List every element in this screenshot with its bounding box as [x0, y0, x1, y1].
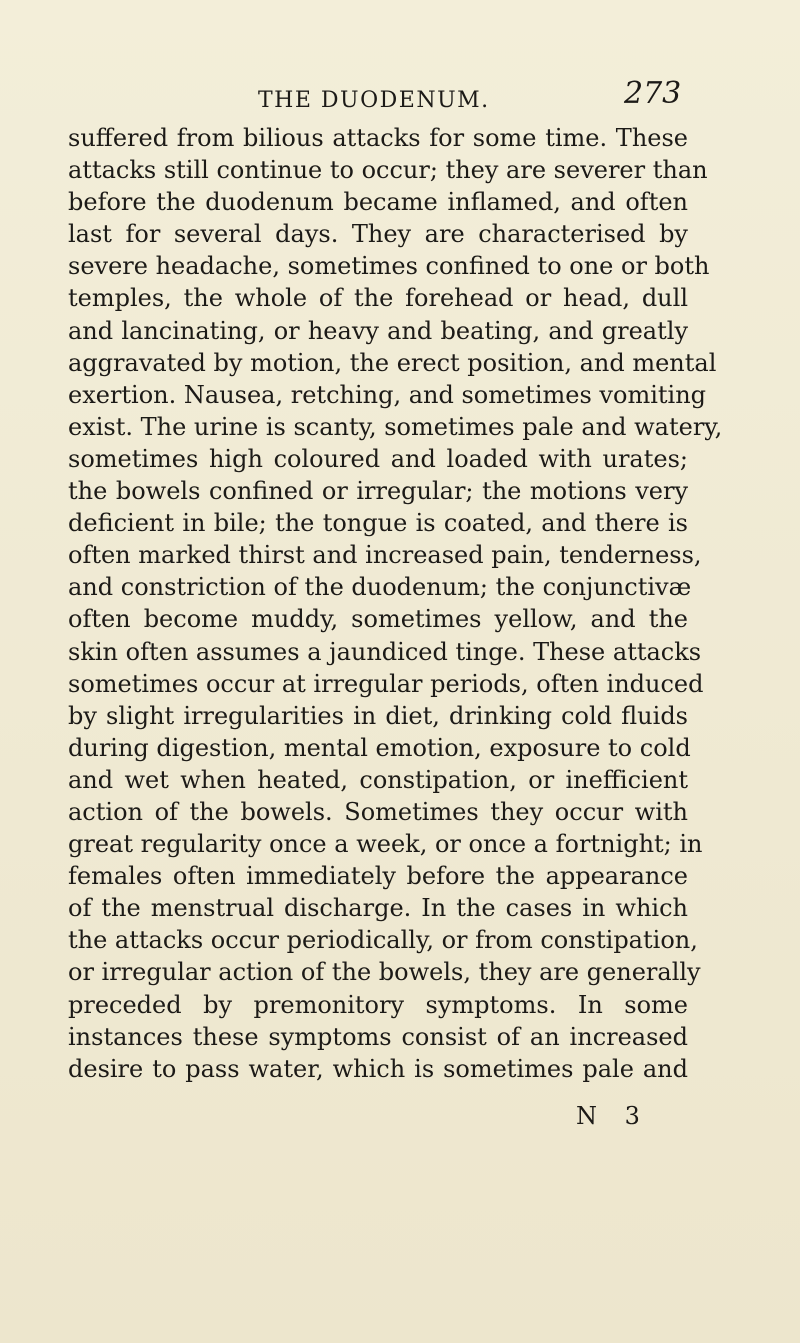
text-line: instances these symptoms consist of an increased — [68, 1022, 688, 1051]
text-line: suffered from bilious attacks for some time. These — [68, 124, 688, 152]
text-line: sometimes occur at irregular periods, often induced — [68, 669, 704, 698]
text-line: and constriction of the duodenum; the conjunctivæ — [68, 573, 692, 602]
text-line: during digestion, mental emotion, exposure to cold — [68, 733, 691, 762]
text-line: desire to pass water, which is sometimes pale and — [68, 1054, 688, 1083]
text-line: attacks still continue to occur; they are severer than — [68, 156, 708, 185]
text-line: exertion. Nausea, retching, and sometimes vomiting — [68, 380, 707, 409]
text-line: deficient in bile; the tongue is coated, and there is — [68, 509, 688, 538]
text-line: and lancinating, or heavy and beating, and greatly — [68, 316, 688, 345]
text-line: often marked thirst and increased pain, tenderness, — [68, 541, 702, 570]
text-line: the attacks occur periodically, or from constipation, — [68, 926, 698, 955]
text-line: sometimes high coloured and loaded with urates; — [68, 444, 688, 473]
text-line: action of the bowels. Sometimes they occur with — [68, 797, 688, 826]
text-line: skin often assumes a jaundiced tinge. These attacks — [68, 637, 702, 666]
text-line: often become muddy, sometimes yellow, and the — [68, 605, 688, 634]
text-line: or irregular action of the bowels, they are generally — [68, 958, 701, 987]
text-line: last for several days. They are characterised by — [68, 220, 688, 249]
text-line: preceded by premonitory symptoms. In some — [68, 990, 688, 1019]
page-number: 273 — [624, 76, 682, 111]
text-line: by slight irregularities in diet, drinking cold fluids — [68, 701, 688, 730]
text-line: severe headache, sometimes confined to one or both — [68, 252, 710, 281]
text-line: exist. The urine is scanty, sometimes pale and watery, — [68, 412, 723, 441]
text-line: of the menstrual discharge. In the cases in which — [68, 894, 688, 923]
body-text — [68, 122, 723, 1085]
text-line: and wet when heated, constipation, or inefficient — [68, 765, 688, 794]
text-line: great regularity once a week, or once a fortnight; in — [68, 830, 703, 859]
text-line: females often immediately before the appearance — [68, 862, 688, 891]
running-title: THE DUODENUM. — [258, 88, 490, 113]
text-line: aggravated by motion, the erect position, and mental — [68, 348, 717, 377]
signature-mark: N 3 — [576, 1102, 650, 1130]
text-line: before the duodenum became inflamed, and often — [68, 188, 688, 217]
text-line: the bowels confined or irregular; the motions very — [68, 477, 688, 506]
text-line: temples, the whole of the forehead or head, dull — [68, 284, 688, 313]
